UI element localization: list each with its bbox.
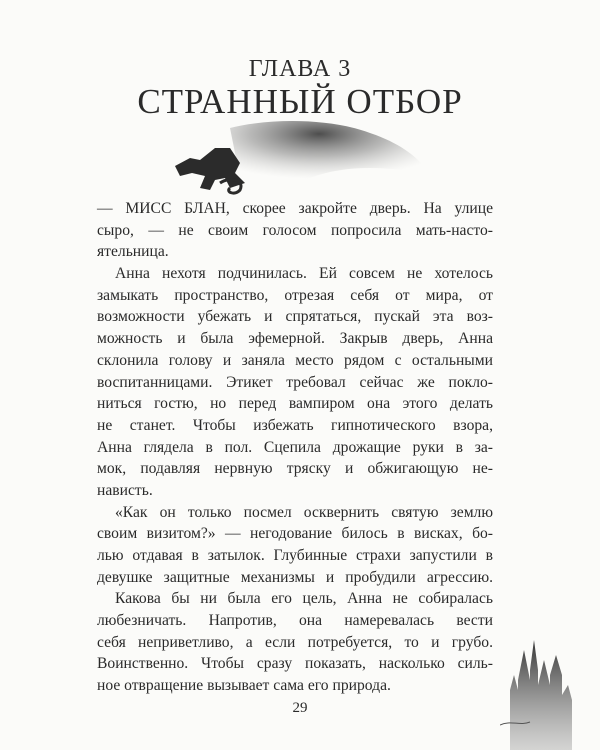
- paragraph: [97, 502, 493, 589]
- page-number: 29: [292, 700, 308, 716]
- paragraph: [97, 588, 493, 696]
- paragraph: [97, 198, 493, 263]
- text-line: можность и была эфемерной. Закрыв дверь, Анна: [97, 330, 493, 348]
- text-line: любезничать. Напротив, она намеревалась вести: [97, 612, 493, 630]
- text-line: ятельница.: [97, 243, 169, 261]
- text-line: ное отвращение вызывает сама его природа.: [97, 677, 391, 695]
- body-text: [97, 198, 493, 697]
- text-line: Воинственно. Чтобы сразу показать, насколько силь-: [97, 655, 493, 673]
- text-line: склонила голову и заняла место рядом с остальными: [97, 351, 493, 369]
- castle-illustration: [500, 630, 580, 750]
- text-line: «Как он только посмел осквернить святую землю: [115, 503, 493, 521]
- text-line: замыкать пространство, отрезая себя от мира, от: [97, 286, 493, 304]
- text-line: себя неприветливо, а если потребуется, то и грубо.: [97, 633, 493, 651]
- text-line: мок, подавляя нервную тряску и обжигающую не-: [97, 460, 493, 478]
- text-line: возможности убежать и спрятаться, пускай эта воз-: [97, 308, 493, 326]
- text-line: — МИСС БЛАН, скорее закройте дверь. На улице: [97, 200, 493, 217]
- text-line: сыро, — не своим голосом попросила мать-насто-: [97, 221, 493, 239]
- text-line: своим визитом?» — негодование билось в висках, бо-: [97, 525, 493, 543]
- text-line: Анна нехотя подчинилась. Ей совсем не хотелось: [115, 265, 493, 283]
- text-line: ниться гостю, но перед вампиром она этого делать: [97, 395, 493, 413]
- chapter-label: ГЛАВА 3: [248, 56, 352, 82]
- text-line: воспитанницами. Этикет требовал сейчас же покло-: [97, 373, 493, 391]
- text-line: Какова бы ни была его цель, Анна не собиралась: [115, 590, 493, 608]
- dragon-illustration: [170, 118, 430, 198]
- text-line: не станет. Чтобы избежать гипнотического взора,: [97, 416, 493, 434]
- paragraph: [97, 263, 493, 502]
- text-line: лью отдавая в затылок. Глубинные страхи запустили в: [97, 547, 493, 564]
- chapter-title: СТРАННЫЙ ОТБОР: [137, 82, 463, 121]
- text-line: девушке защитные механизмы и пробудили агрессию.: [97, 568, 493, 586]
- text-line: нависть.: [97, 481, 153, 499]
- text-line: Анна глядела в пол. Сцепила дрожащие руки в за-: [97, 438, 493, 456]
